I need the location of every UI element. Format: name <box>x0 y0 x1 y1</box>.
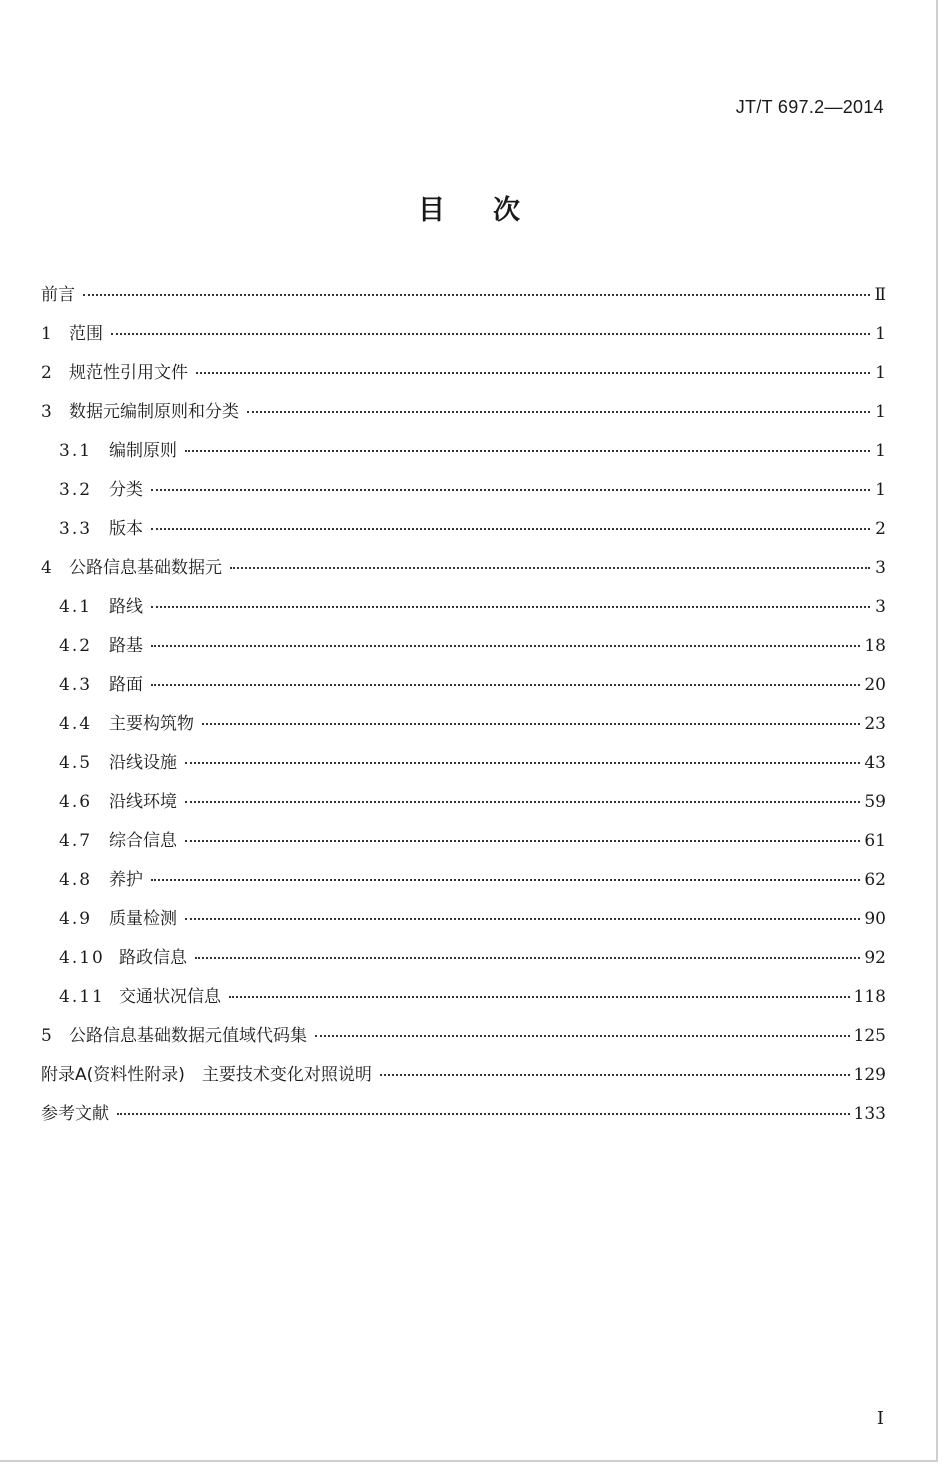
toc-entry[interactable] <box>41 358 886 397</box>
toc-entry-page: 1 <box>875 402 886 422</box>
toc-entry-number: 4.11 <box>59 987 105 1007</box>
toc-entry-number: 4.6 <box>59 792 93 812</box>
toc-entry-number: 3.1 <box>59 441 93 461</box>
toc-dot-leader <box>185 762 860 764</box>
toc-dot-leader <box>230 567 870 569</box>
toc-entry[interactable] <box>41 475 886 514</box>
toc-entry[interactable] <box>41 826 886 865</box>
toc-entry-label: 分类 <box>109 480 143 500</box>
toc-entry-page: 61 <box>864 831 886 851</box>
toc-entry-label: 规范性引用文件 <box>69 363 188 383</box>
toc-entry-page: 23 <box>864 714 886 734</box>
toc-dot-leader <box>151 489 870 491</box>
toc-entry-page: 1 <box>875 480 886 500</box>
toc-dot-leader <box>196 372 870 374</box>
toc-entry-label: 附录A(资料性附录) 主要技术变化对照说明 <box>41 1065 372 1085</box>
toc-dot-leader <box>380 1074 850 1076</box>
toc-entry-number: 3.3 <box>59 519 93 539</box>
toc-entry-page: 1 <box>875 363 886 383</box>
toc-entry-label: 编制原则 <box>109 441 177 461</box>
toc-entry[interactable] <box>41 436 886 475</box>
toc-entry-page: 3 <box>875 597 886 617</box>
toc-entry-label: 沿线环境 <box>109 792 177 812</box>
toc-entry-number: 4.5 <box>59 753 93 773</box>
toc-entry-label: 公路信息基础数据元 <box>69 558 222 578</box>
toc-entry-page: 62 <box>864 870 886 890</box>
toc-entry[interactable] <box>41 670 886 709</box>
toc-entry-number: 4.2 <box>59 636 93 656</box>
toc-dot-leader <box>315 1035 850 1037</box>
toc-entry-page: 118 <box>853 987 886 1007</box>
standard-number: JT/T 697.2—2014 <box>735 97 884 117</box>
toc-entry[interactable] <box>41 1021 886 1060</box>
toc-entry[interactable] <box>41 748 886 787</box>
toc-entry[interactable] <box>41 787 886 826</box>
toc-entry[interactable] <box>41 982 886 1021</box>
toc-entry-label: 范围 <box>69 324 103 344</box>
toc-dot-leader <box>185 801 860 803</box>
toc-entry-page: 1 <box>875 441 886 461</box>
toc-entry-number: 4.7 <box>59 831 93 851</box>
toc-entry-label: 路线 <box>109 597 143 617</box>
toc-dot-leader <box>151 645 860 647</box>
toc-dot-leader <box>151 879 860 881</box>
toc-dot-leader <box>111 333 870 335</box>
toc-entry-number: 4.3 <box>59 675 93 695</box>
toc-entry[interactable] <box>41 904 886 943</box>
toc-entry[interactable] <box>41 631 886 670</box>
toc-entry-label: 路政信息 <box>119 948 187 968</box>
toc-entry-label: 数据元编制原则和分类 <box>69 402 239 422</box>
toc-entry-page: 90 <box>864 909 886 929</box>
toc-entry-page: 133 <box>853 1104 886 1124</box>
page-title: 目次 <box>418 195 568 226</box>
toc-entry-page: 92 <box>864 948 886 968</box>
toc-entry-label: 养护 <box>109 870 143 890</box>
toc-entry-label: 主要构筑物 <box>109 714 194 734</box>
toc-entry-page: 18 <box>864 636 886 656</box>
toc-entry[interactable] <box>41 943 886 982</box>
toc-entry-number: 4.1 <box>59 597 93 617</box>
toc-entry-label: 综合信息 <box>109 831 177 851</box>
toc-entry[interactable] <box>41 1099 886 1138</box>
toc-entry-page: 59 <box>864 792 886 812</box>
toc-dot-leader <box>247 411 870 413</box>
toc-entry-label: 路基 <box>109 636 143 656</box>
toc-entry-page: 1 <box>875 324 886 344</box>
toc-entry[interactable] <box>41 397 886 436</box>
toc-entry-page: 20 <box>864 675 886 695</box>
toc-entry-number: 3.2 <box>59 480 93 500</box>
toc-entry[interactable] <box>41 709 886 748</box>
toc-entry[interactable] <box>41 553 886 592</box>
toc-dot-leader <box>195 957 860 959</box>
toc-dot-leader <box>151 684 860 686</box>
toc-entry-page: Ⅱ <box>874 285 886 305</box>
toc-dot-leader <box>229 996 850 998</box>
toc-entry-number: 4 <box>41 558 54 578</box>
toc-entry-label: 交通状况信息 <box>119 987 221 1007</box>
toc-dot-leader <box>151 606 870 608</box>
toc-entry-label: 参考文献 <box>41 1104 109 1124</box>
toc-entry-page: 125 <box>853 1026 886 1046</box>
toc-dot-leader <box>185 840 860 842</box>
toc-dot-leader <box>202 723 860 725</box>
toc-entry-label: 沿线设施 <box>109 753 177 773</box>
toc-dot-leader <box>151 528 870 530</box>
toc-entry-page: 3 <box>875 558 886 578</box>
toc-entry-number: 1 <box>41 324 54 344</box>
toc-entry-number: 4.10 <box>59 948 105 968</box>
toc-entry-page: 129 <box>853 1065 886 1085</box>
toc-entry-number: 5 <box>41 1026 54 1046</box>
toc-entry-number: 4.8 <box>59 870 93 890</box>
toc-entry[interactable] <box>41 514 886 553</box>
toc-entry[interactable] <box>41 865 886 904</box>
toc-dot-leader <box>185 450 870 452</box>
toc-entry-label: 前言 <box>41 285 75 305</box>
toc-entry-number: 3 <box>41 402 54 422</box>
toc-entry[interactable] <box>41 280 886 319</box>
toc-entry-page: 2 <box>875 519 886 539</box>
toc-entry-number: 2 <box>41 363 54 383</box>
toc-entry-number: 4.4 <box>59 714 93 734</box>
toc-dot-leader <box>185 918 860 920</box>
toc-entry[interactable] <box>41 592 886 631</box>
page-number: Ⅰ <box>876 1408 884 1429</box>
toc-entry-page: 43 <box>864 753 886 773</box>
toc-entry-label: 路面 <box>109 675 143 695</box>
toc-dot-leader <box>117 1113 850 1115</box>
toc-entry-label: 质量检测 <box>109 909 177 929</box>
table-of-contents <box>41 280 886 1138</box>
toc-entry-label: 公路信息基础数据元值域代码集 <box>69 1026 307 1046</box>
toc-entry[interactable] <box>41 319 886 358</box>
toc-entry-number: 4.9 <box>59 909 93 929</box>
toc-dot-leader <box>83 294 870 296</box>
toc-entry[interactable] <box>41 1060 886 1099</box>
toc-entry-label: 版本 <box>109 519 143 539</box>
